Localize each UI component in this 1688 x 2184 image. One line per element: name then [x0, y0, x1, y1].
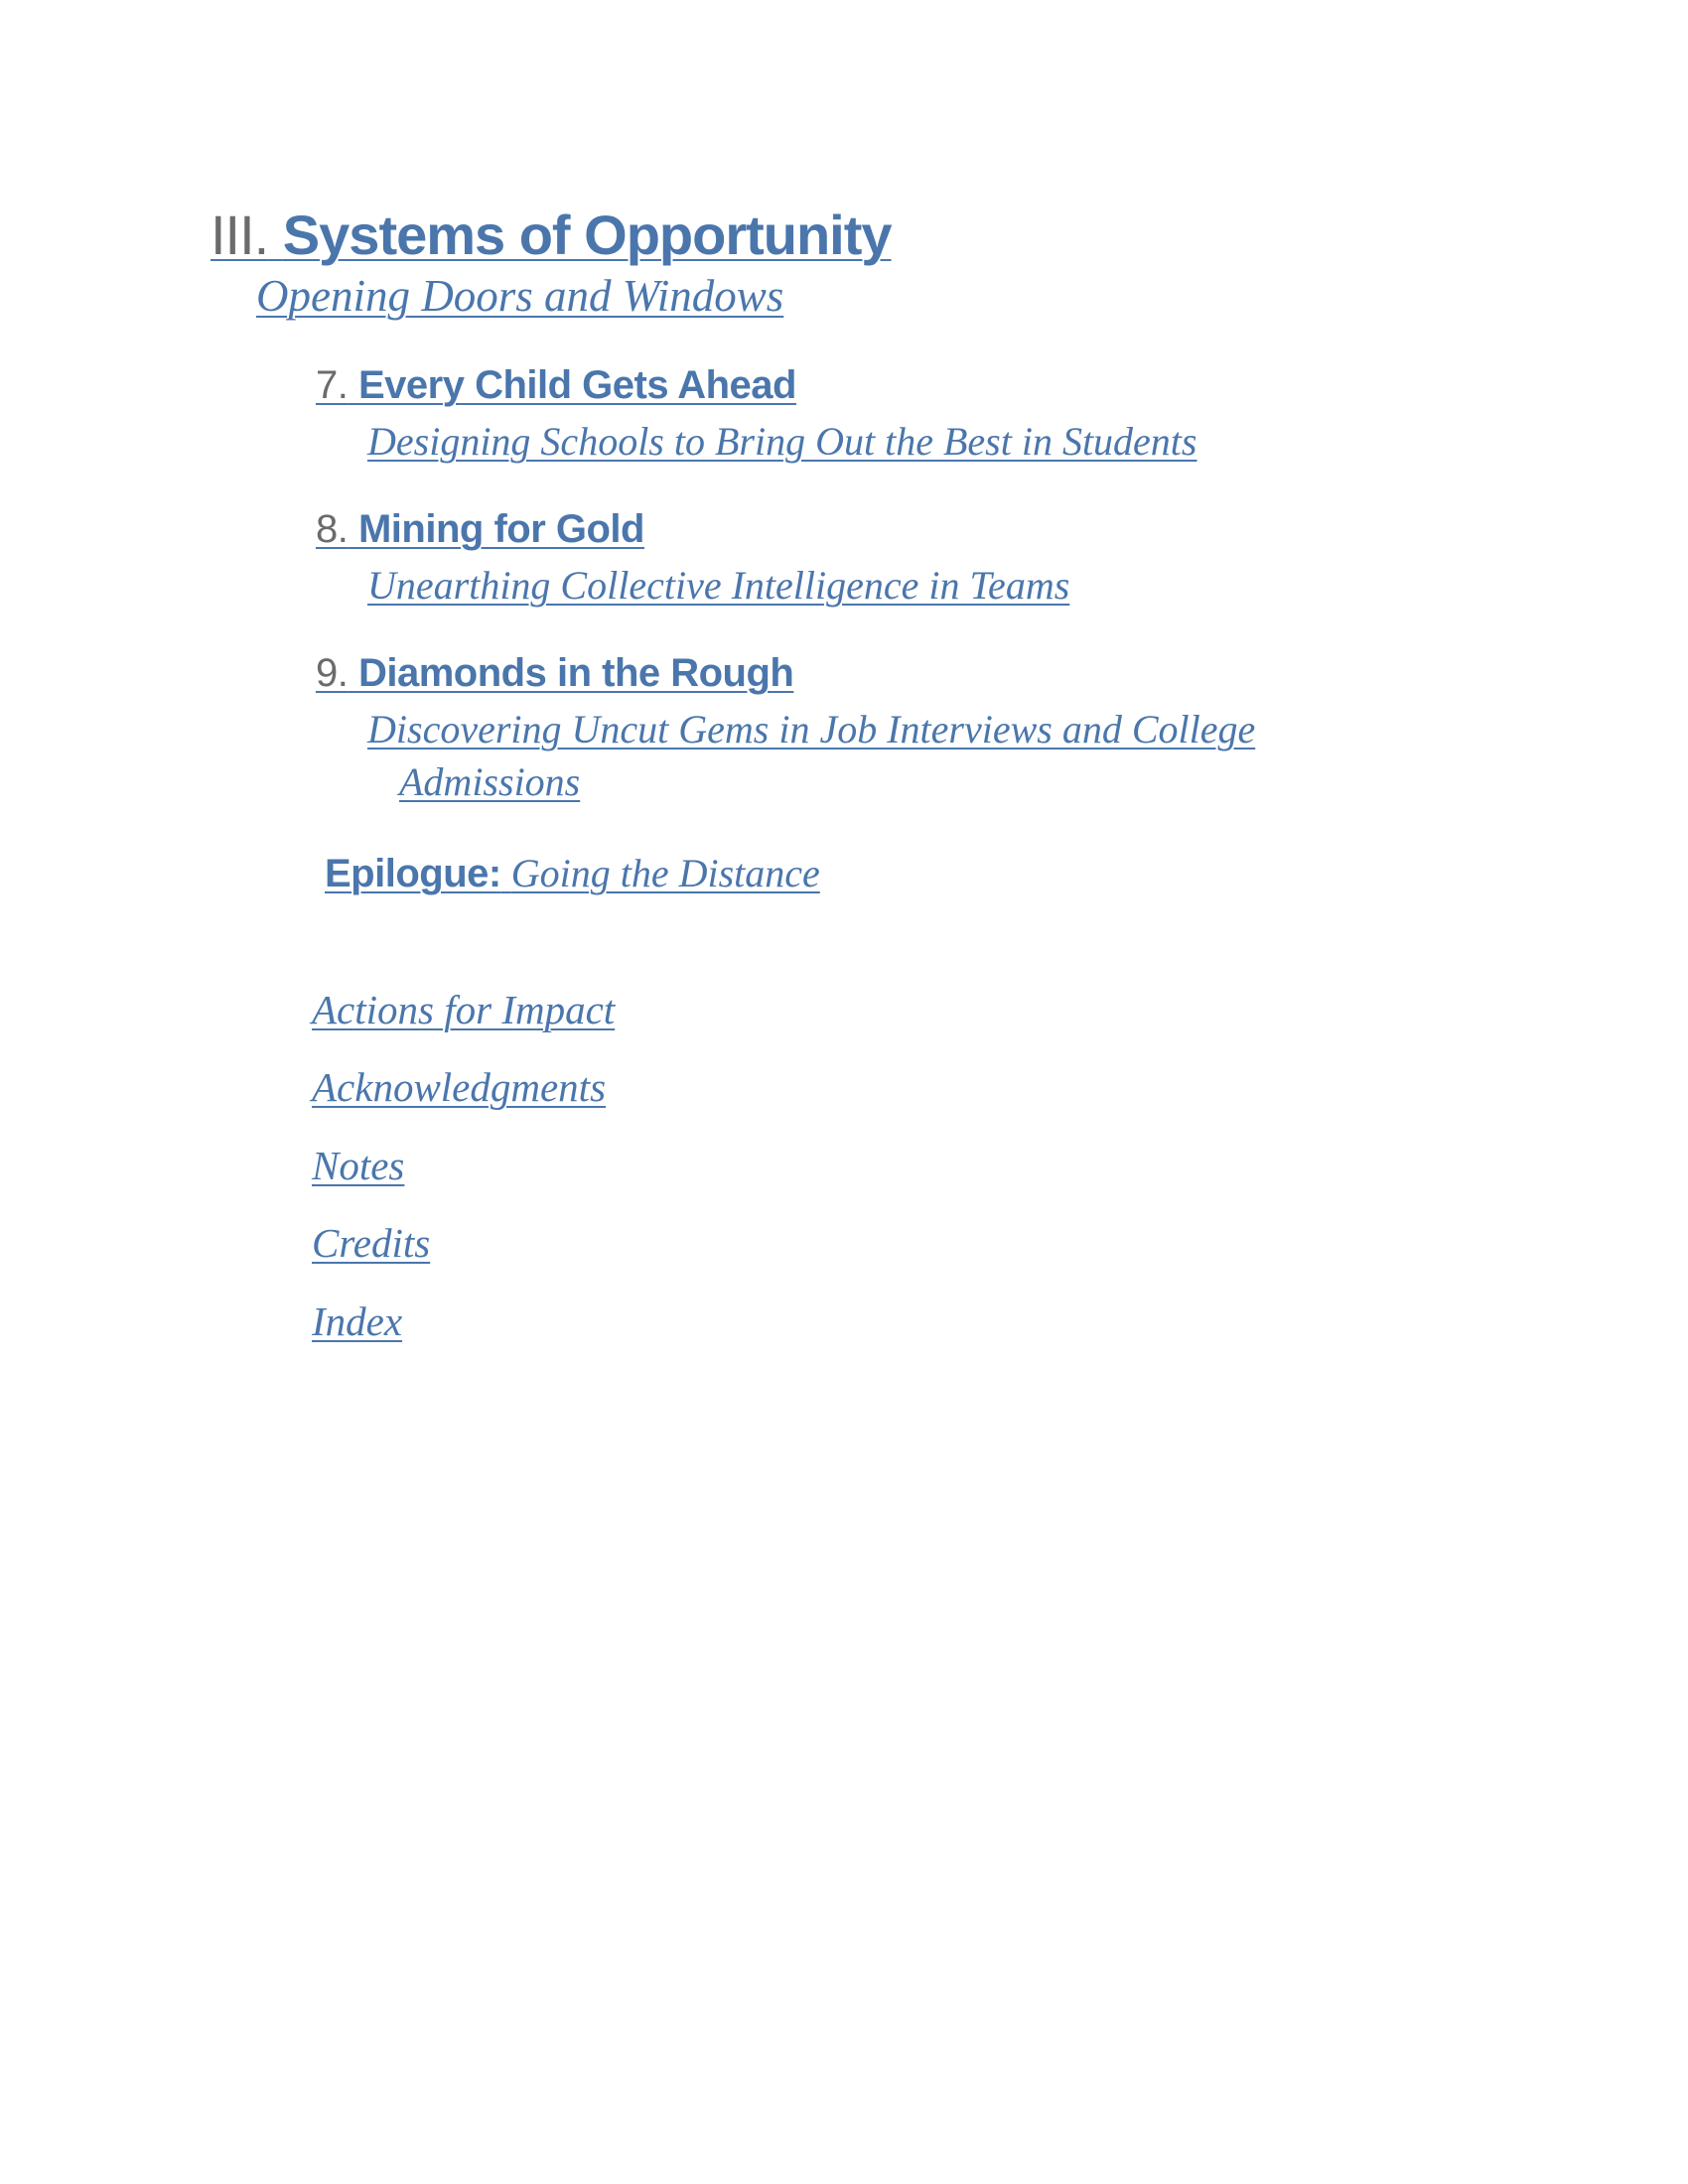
part-number: III. — [211, 204, 269, 266]
chapter-7-title-link[interactable] — [316, 363, 796, 408]
chapter-7-subtitle-link[interactable]: Designing Schools to Bring Out the Best in Students — [367, 419, 1197, 464]
chapter-8-title-link[interactable] — [316, 507, 644, 552]
part-subtitle-link[interactable]: Opening Doors and Windows — [256, 271, 784, 321]
chapter-9-title-link[interactable] — [316, 651, 793, 696]
chapter-9-subtitle-continuation-link[interactable]: Admissions — [399, 759, 581, 804]
chapter-title: Diamonds in the Rough — [357, 651, 794, 695]
back-matter-actions-for-impact-link[interactable]: Actions for Impact — [312, 987, 616, 1032]
back-matter-index-link[interactable]: Index — [312, 1298, 403, 1344]
back-matter-credits-link[interactable]: Credits — [312, 1220, 431, 1266]
chapter-number: 8. — [316, 507, 349, 551]
chapter-9-subtitle-link[interactable]: Discovering Uncut Gems in Job Interviews and College — [367, 707, 1256, 751]
chapter-number: 7. — [316, 363, 349, 407]
chapter-8-subtitle-link[interactable]: Unearthing Collective Intelligence in Teams — [367, 563, 1070, 608]
epilogue-link[interactable] — [325, 850, 820, 896]
chapter-title: Mining for Gold — [357, 507, 644, 551]
part-title: Systems of Opportunity — [282, 204, 892, 266]
part-heading-link[interactable] — [211, 203, 892, 267]
epilogue-title: Going the Distance — [510, 851, 820, 895]
chapter-title: Every Child Gets Ahead — [357, 363, 796, 407]
back-matter-acknowledgments-link[interactable]: Acknowledgments — [312, 1064, 607, 1110]
epilogue-label: Epilogue: — [325, 852, 501, 895]
chapter-number: 9. — [316, 651, 349, 695]
back-matter-notes-link[interactable]: Notes — [312, 1143, 405, 1188]
